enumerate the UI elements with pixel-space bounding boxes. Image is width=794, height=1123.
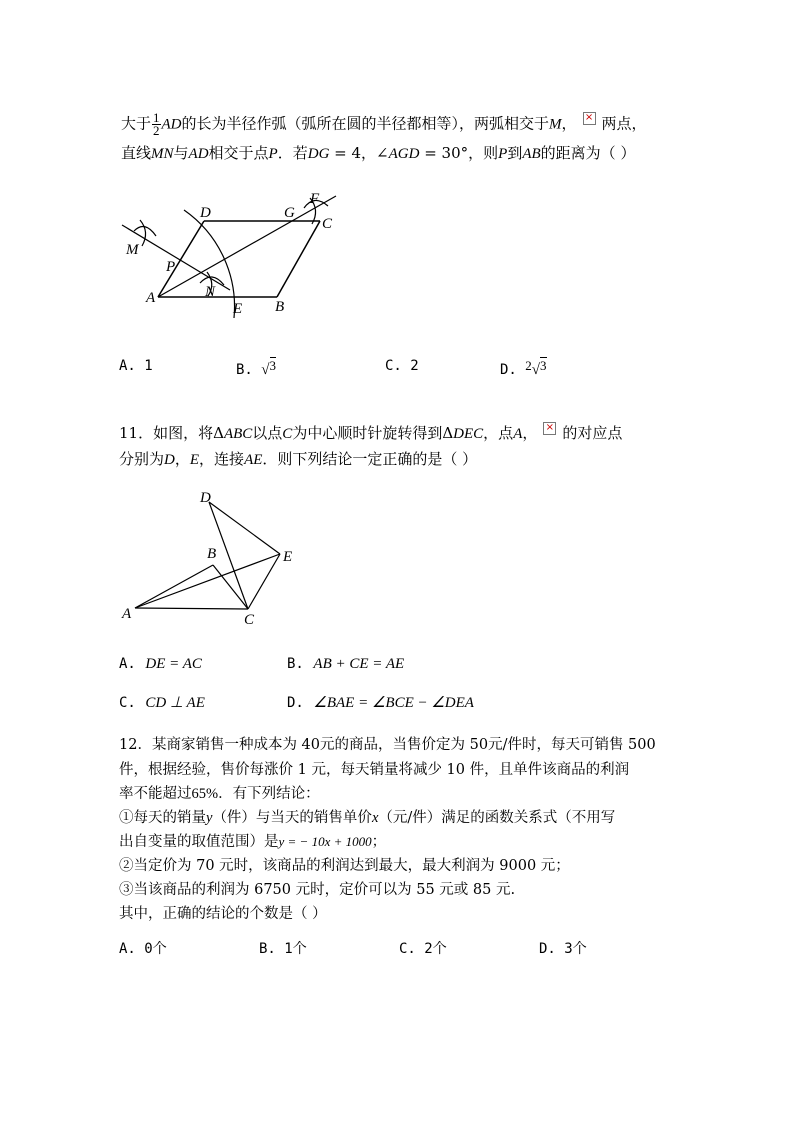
label-G: G: [284, 205, 295, 221]
q12-line-4: [119, 806, 615, 827]
q12-line-4-run: x: [371, 810, 379, 826]
q10-option-a: A. 1: [119, 358, 153, 374]
q11-line-1-run: DEC: [453, 426, 484, 442]
segment-AC: [135, 608, 248, 609]
q12-line-4-run: （元/件）满足的函数关系式（不用写: [378, 810, 616, 826]
segment-DE: [209, 502, 280, 554]
q12-option-d: D. 3个: [539, 941, 587, 957]
label-P: P: [166, 259, 176, 275]
q11-line-2-run: ，连接: [199, 450, 245, 468]
q11-line-1-run: A: [513, 426, 523, 442]
q10-line-2-run: DG: [307, 146, 330, 162]
q10-figure: [112, 188, 352, 328]
q10-option-d: D. 2√3: [500, 358, 547, 378]
segment-BC: [213, 565, 248, 609]
q12-line-6: ②当定价为 70 元时，该商品的利润达到最大，最大利润为 9000 元；: [119, 858, 570, 874]
q10-option-c: C. 2: [385, 358, 419, 374]
q12-line-4-run: ①每天的销量: [119, 810, 206, 826]
q10-line-2-run: 相交于点: [208, 144, 269, 162]
label-F: F: [310, 191, 320, 207]
q10-line-2-run: 到: [507, 144, 523, 162]
q10-line-2-run: = 4，∠: [329, 144, 389, 162]
label-N: N: [205, 284, 216, 300]
q11-line-1-run: Δ: [213, 424, 224, 442]
q12-line-1: 12．某商家销售一种成本为 40元的商品，当售价定为 50元/件时，每天可销售 500: [119, 737, 656, 753]
q12-option-c: C. 2个: [399, 941, 447, 957]
q11-line-2-run: D: [164, 452, 175, 468]
q11-figure: [118, 488, 298, 628]
label-D: D: [200, 490, 211, 506]
arc-DE: [184, 210, 235, 318]
q10-line-2: [121, 142, 635, 163]
q10-line-2-run: ．若: [277, 144, 308, 162]
q10-line-1: 大于 $\frac{1}{2}$ AD的长为半径作弧（弧所在圆的半径都相等），两弧相交于M， × 两点，: [121, 110, 647, 138]
fraction-one-half: $\frac{1}{2}$: [153, 110, 160, 138]
q11-line-1-run: 为中心顺时针旋转得到: [292, 424, 443, 442]
segment-EC: [248, 554, 280, 609]
q10-line-2-run: AB: [522, 146, 541, 162]
q11-line-1-run: 11．如图，将: [119, 424, 214, 442]
q12-line-7: ③当该商品的利润为 6750 元时，定价可以为 55 元或 85 元.: [119, 882, 516, 898]
broken-image-icon: ×: [583, 112, 596, 125]
q10-line-2-run: 直线: [121, 144, 152, 162]
q12-line-4-run: y: [206, 810, 213, 826]
label-D: D: [200, 205, 211, 221]
label-E: E: [233, 301, 243, 317]
q12-line-2: 件，根据经验，售价每涨价 1 元，每天销量将减少 10 件，且单件该商品的利润: [119, 762, 630, 778]
q10-line-2-run: AD: [188, 146, 209, 162]
q11-line-2-run: AE: [244, 452, 263, 468]
label-B: B: [275, 299, 285, 315]
q11-line-2-run: E: [189, 452, 200, 468]
q12-option-a: A. 0个: [119, 941, 167, 957]
q11-option-c: C. CD ⊥ AE: [119, 695, 205, 711]
q12-line-8: 其中，正确的结论的个数是（ ）: [119, 906, 327, 922]
q11-line-1-run: ，: [522, 424, 538, 442]
label-E: E: [283, 549, 293, 565]
q11-line-1-run: Δ: [442, 424, 454, 442]
q11-line-2: [119, 448, 477, 469]
q10-option-b: B. √3: [236, 358, 277, 378]
label-A: A: [122, 606, 132, 622]
arc-mark-M2: [140, 220, 146, 246]
q11-option-b: B. AB + CE = AE: [287, 656, 405, 672]
label-B: B: [207, 546, 217, 562]
segment-AB: [135, 565, 213, 608]
q10-line-2-run: 的距离为（ ）: [540, 144, 636, 162]
label-C: C: [322, 216, 333, 232]
q10-line-2-run: P: [498, 146, 508, 162]
q11-line-1: 11．如图，将ΔABC以点C为中心顺时针旋转得到ΔDEC，点A， × 的对应点: [119, 422, 623, 442]
q10-line-2-run: AGD: [388, 146, 420, 162]
label-M: M: [126, 242, 139, 258]
q11-line-2-run: ，: [174, 450, 190, 468]
q11-line-1-run: ，点: [483, 424, 514, 442]
q10-line-2-run: P: [268, 146, 278, 162]
segment-AD: [158, 221, 204, 297]
q11-line-1-run: ABC: [223, 426, 253, 442]
segment-AE: [135, 554, 280, 608]
q10-line-2-run: MN: [151, 146, 174, 162]
q11-line-1-run: C: [282, 426, 293, 442]
q11-line-2-run: 分别为: [119, 450, 165, 468]
label-A: A: [146, 290, 156, 306]
q11-line-2-run: ．则下列结论一定正确的是（ ）: [262, 450, 478, 468]
sqrt-sign: √: [261, 362, 270, 378]
q11-line-1-run: 以点: [252, 424, 283, 442]
q12-line-5: 出自变量的取值范围）是y = − 10x + 1000；: [119, 834, 387, 850]
broken-image-icon: ×: [543, 422, 556, 435]
q11-option-d: D. ∠BAE = ∠BCE − ∠DEA: [287, 695, 474, 711]
q11-option-a: A. DE = AC: [119, 656, 202, 672]
sqrt-sign: √: [531, 362, 541, 378]
q12-option-b: B. 1个: [259, 941, 307, 957]
segment-CB: [277, 221, 320, 297]
q10-line-2-run: = 30°，则: [419, 144, 499, 162]
q10-line-2-run: 与: [173, 144, 189, 162]
q12-line-3: 率不能超过65%．有下列结论：: [119, 786, 320, 802]
label-C: C: [244, 612, 255, 628]
q12-line-4-run: （件）与当天的销售单价: [212, 810, 372, 826]
